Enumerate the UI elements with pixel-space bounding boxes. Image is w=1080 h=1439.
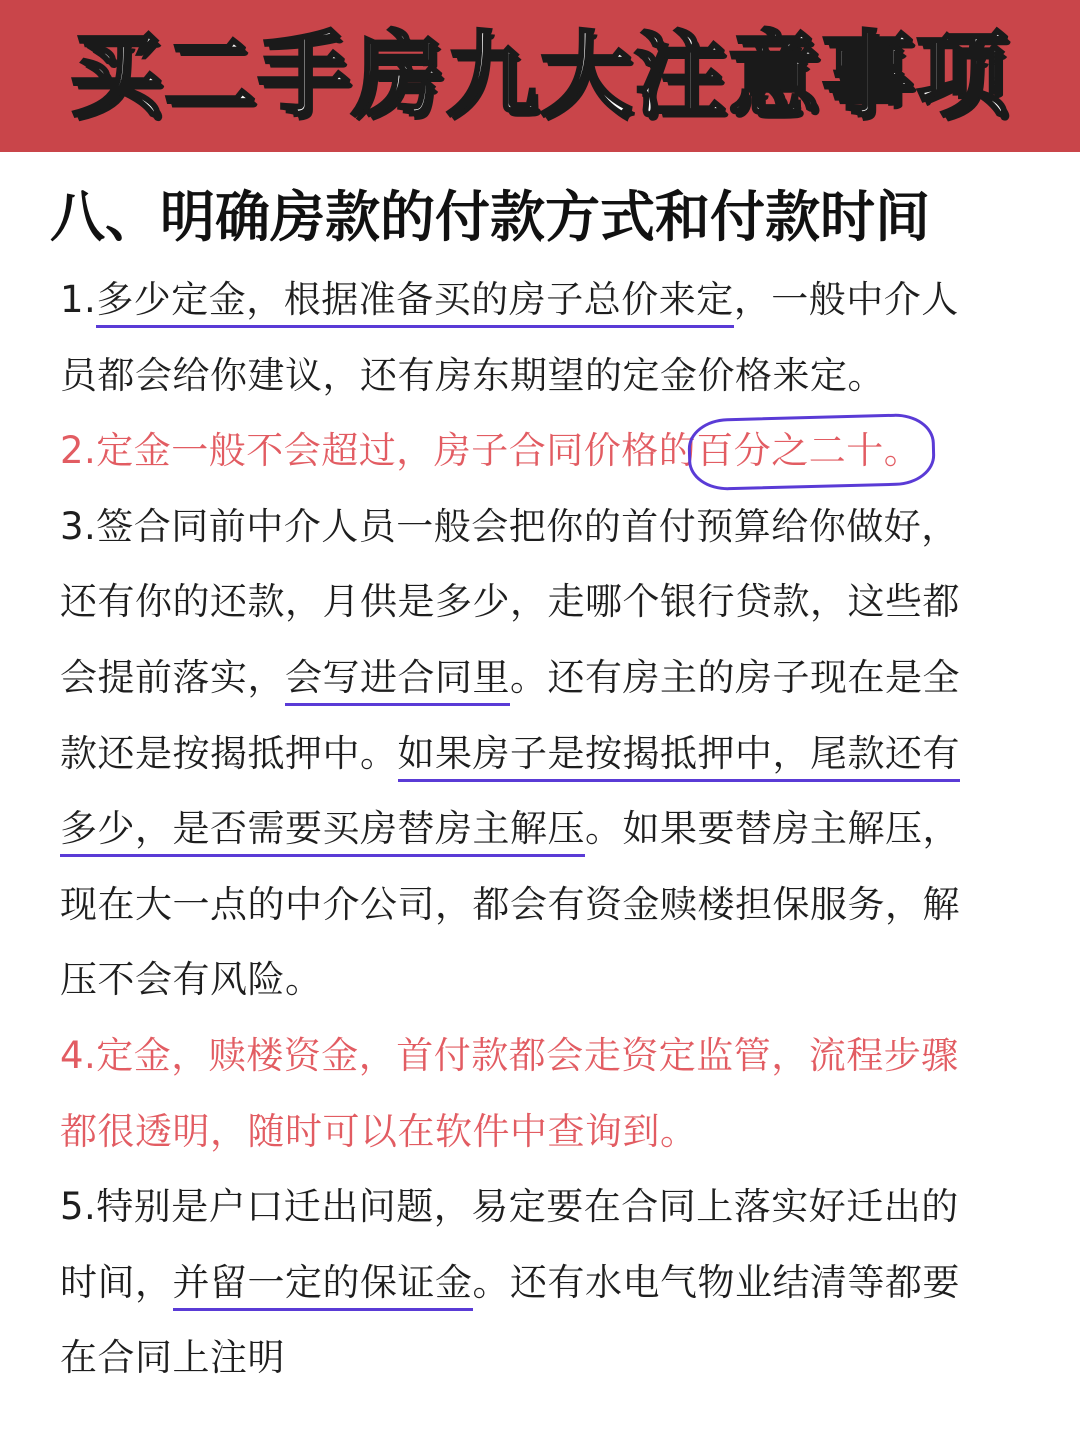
highlight-line	[60, 426, 921, 476]
paragraph-line: 压不会有风险。	[60, 958, 323, 1001]
paragraph-line: 员都会给你建议，还有房东期望的定金价格来定。	[60, 354, 885, 397]
paragraph-line	[60, 275, 959, 325]
circled-text: 百分之二十。	[696, 426, 921, 476]
highlight-line: 都很透明，随时可以在软件中查询到。	[60, 1110, 698, 1153]
underlined-text: 会写进合同里	[285, 656, 510, 706]
paragraph-line: 5.特别是户口迁出问题，易定要在合同上落实好迁出的	[60, 1185, 959, 1228]
text-run: 。还有房主的房子现在是全	[510, 656, 960, 699]
paragraph-line: 还有你的还款，月供是多少，走哪个银行贷款，这些都	[60, 580, 960, 623]
text-run: 款还是按揭抵押中。	[60, 732, 398, 775]
section-heading: 八、明确房款的付款方式和付款时间	[50, 185, 931, 249]
text-run: 时间，	[60, 1261, 173, 1304]
text-run: 1.	[60, 278, 97, 321]
page-title: 买二手房九大注意事项	[69, 22, 1010, 129]
paragraph-line: 现在大一点的中介公司，都会有资金赎楼担保服务，解	[60, 883, 960, 926]
paragraph-line: 3.签合同前中介人员一般会把你的首付预算给你做好，	[60, 505, 959, 548]
text-run: 会提前落实，	[60, 656, 285, 699]
paragraph-line: 在合同上注明	[60, 1336, 285, 1379]
paragraph-line	[60, 729, 960, 779]
underlined-text: 多少定金，根据准备买的房子总价来定	[96, 278, 734, 328]
text-run: ，一般中介人	[733, 278, 959, 321]
text-run: 。还有水电气物业结清等都要	[472, 1261, 960, 1304]
underlined-text: 多少，是否需要买房替房主解压	[60, 807, 585, 857]
paragraph-line	[60, 653, 960, 703]
text-run: 。如果要替房主解压，	[585, 807, 960, 850]
paragraph-line	[60, 1258, 960, 1308]
title-banner	[0, 0, 1080, 152]
underlined-text: 如果房子是按揭抵押中，尾款还有	[398, 732, 961, 782]
highlight-line: 4.定金，赎楼资金，首付款都会走资定监管，流程步骤	[60, 1034, 959, 1077]
paragraph-line	[60, 804, 960, 854]
underlined-text: 并留一定的保证金	[173, 1261, 473, 1311]
text-run: 2.定金一般不会超过，房子合同价格的	[60, 429, 697, 472]
